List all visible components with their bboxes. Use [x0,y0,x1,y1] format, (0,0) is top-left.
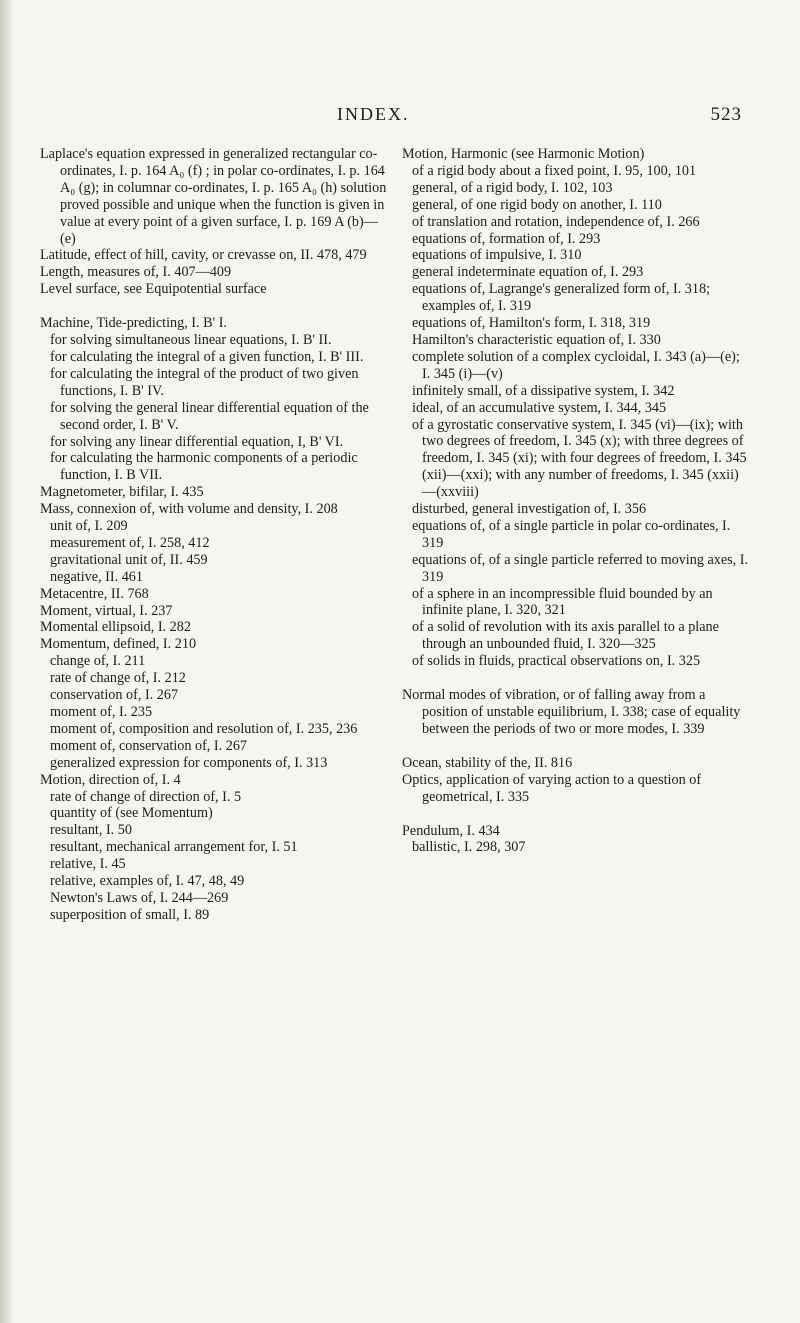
index-subentry: relative, examples of, I. 47, 48, 49 [50,873,245,890]
index-entry: Motion, Harmonic (see Harmonic Motion) [402,146,645,162]
index-subentry: equations of, of a single particle referred to moving axes, I. 319 [412,551,749,585]
index-subentry: Newton's Laws of, I. 244—269 [50,889,229,906]
page-edge-shadow [0,0,14,1323]
index-entry: Latitude, effect of hill, cavity, or crevasse on, II. 478, 479 [40,247,367,264]
index-subentry: for calculating the harmonic components of a periodic function, I. B VII. [50,450,358,484]
index-subentry: of a gyrostatic conservative system, I. 345 (vi)—(ix); with two degrees of freedom, I. 345 (x); with three degrees of freedom, I. 345 (xi); with four degrees of freedom, I. 345 (xii)—(xxi); with any number of freedoms, I. 345 (xxii)—(xxviii) [412,416,747,501]
index-subentry: quantity of (see Momentum) [50,805,213,822]
index-subentry: equations of, Lagrange's generalized form of, I. 318; examples of, I. 319 [412,281,711,315]
index-entry: Momental ellipsoid, I. 282 [40,619,191,636]
index-entry: Optics, application of varying action to a question of geometrical, I. 335 [402,771,702,805]
index-subentry: of solids in fluids, practical observations on, I. 325 [412,653,701,670]
index-subentry: rate of change of, I. 212 [50,670,186,687]
index-subentry: general, of a rigid body, I. 102, 103 [412,179,613,196]
index-subentry: equations of, formation of, I. 293 [412,230,601,247]
index-subentry: superposition of small, I. 89 [50,906,210,923]
running-title: INDEX. [337,104,410,124]
index-subentry: for calculating the integral of a given function, I. B' III. [50,348,364,365]
index-entry: Mass, connexion of, with volume and density, I. 208 [40,501,338,518]
index-subentry: complete solution of a complex cycloidal, I. 343 (a)—(e); I. 345 (i)—(v) [412,348,740,382]
index-entry: Pendulum, I. 434 [402,822,500,839]
index-subentry: generalized expression for components of, I. 313 [50,754,328,771]
index-subentry: disturbed, general investigation of, I. 356 [412,501,647,518]
index-subentry: change of, I. 211 [50,653,146,670]
index-subentry: negative, II. 461 [50,568,143,585]
index-subentry: equations of impulsive, I. 310 [412,247,582,264]
index-subentry: ballistic, I. 298, 307 [412,839,526,856]
index-subentry: equations of, Hamilton's form, I. 318, 319 [412,315,651,332]
index-subentry: relative, I. 45 [50,856,126,873]
index-subentry: of a rigid body about a fixed point, I. 95, 100, 101 [412,162,697,179]
page-header [0,104,800,128]
index-entry: Level surface, see Equipotential surface [40,281,267,298]
index-subentry: Hamilton's characteristic equation of, I. 330 [412,331,661,348]
index-subentry: of a sphere in an incompressible fluid bounded by an infinite plane, I. 320, 321 [412,585,713,619]
index-subentry: resultant, I. 50 [50,822,132,839]
index-subentry: equations of, of a single particle in polar co-ordinates, I. 319 [412,517,731,551]
index-subentry: moment of, composition and resolution of, I. 235, 236 [50,720,358,737]
index-column-left [40,146,390,924]
index-subentry: measurement of, I. 258, 412 [50,534,210,551]
index-subentry: unit of, I. 209 [50,518,128,535]
section-gap [402,806,750,823]
index-entry: Magnetometer, bifilar, I. 435 [40,484,204,501]
section-gap [402,738,750,755]
index-entry: Normal modes of vibration, or of falling away from a position of unstable equilibrium, I. 338; case of equality between the periods of two or more modes, I. 339 [402,687,741,737]
index-entry: Moment, virtual, I. 237 [40,602,173,619]
index-subentry: moment of, I. 235 [50,704,153,720]
index-entry: Ocean, stability of the, II. 816 [402,754,573,771]
index-entry: Machine, Tide-predicting, I. B' I. [40,315,227,332]
index-subentry: gravitational unit of, II. 459 [50,551,208,568]
index-subentry: infinitely small, of a dissipative system, I. 342 [412,382,675,399]
index-subentry: general indeterminate equation of, I. 293 [412,264,644,281]
index-entry: Motion, direction of, I. 4 [40,771,181,788]
index-subentry: moment of, conservation of, I. 267 [50,737,248,754]
index-entry: Momentum, defined, I. 210 [40,636,197,653]
section-gap [402,670,750,687]
index-entry: Length, measures of, I. 407—409 [40,264,232,281]
index-entry: Metacentre, II. 768 [40,585,149,602]
index-subentry: of translation and rotation, independence of, I. 266 [412,213,700,230]
index-subentry: for solving any linear differential equation, I, B' VI. [50,433,344,450]
index-subentry: ideal, of an accumulative system, I. 344, 345 [412,399,667,416]
index-subentry: of a solid of revolution with its axis parallel to a plane through an unbounded fluid, I. 320—325 [412,619,719,653]
index-subentry: for calculating the integral of the product of two given functions, I. B' IV. [50,365,359,399]
section-gap [40,298,390,315]
index-column-right [402,146,750,856]
index-subentry: resultant, mechanical arrangement for, I. 51 [50,839,298,856]
index-subentry: rate of change of direction of, I. 5 [50,788,242,805]
index-subentry: conservation of, I. 267 [50,687,179,704]
index-subentry: for solving simultaneous linear equations, I. B' II. [50,332,332,349]
index-subentry: general, of one rigid body on another, I. 110 [412,196,662,213]
index-entry: Laplace's equation expressed in generalized rectangular co-ordinates, I. p. 164 A₀ (f) ; in polar co-ordinates, I. p. 164 A₀ (g); in columnar co-ordinates, I. p. 165 A₀ (h) solution proved possible and unique when the function is given in value at every point of a given surface, I. p. 169 A (b)—(e) [40,146,387,247]
page-number: 523 [710,104,742,125]
index-subentry: for solving the general linear differential equation of the second order, I. B' V. [50,399,369,433]
